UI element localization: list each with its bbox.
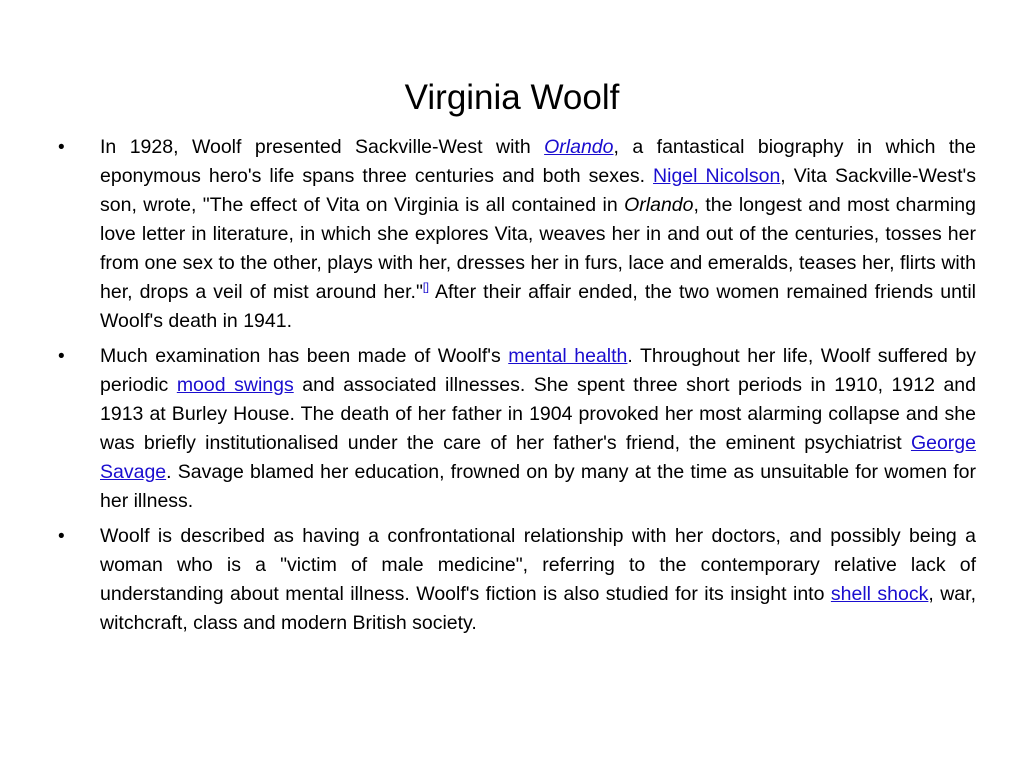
bullet-text: Woolf is described as having a confrontational relationship with her doctors, and possibly being a woman who is a "victim of male medicine", referring to the contemporary relative lack of understanding about mental illness. Woolf's fiction is also studied for its insight into: [100, 525, 976, 605]
slide-title: Virginia Woolf: [404, 78, 620, 117]
bullet-marker: •: [58, 526, 65, 547]
bullet-marker: •: [58, 137, 65, 158]
bullet-text: , Vita Sackville-West's son, wrote, "The effect of Vita on Virginia is all contained in: [100, 165, 977, 216]
italic-orlando: Orlando: [624, 194, 694, 216]
link-nigel-nicolson[interactable]: Nigel Nicolson: [653, 165, 781, 187]
link-shell-shock[interactable]: shell shock: [830, 583, 929, 605]
bullet-text: . Throughout her life, Woolf suffered by periodic: [100, 345, 976, 396]
bullet-text: , the longest and most charming love letter in literature, in which she explores Vita, weaves her in and out of the centuries, tosses her from one sex to the other, plays with her, dresses her in furs, lace and emeralds, teases her, flirts with her, drops a veil of mist around her.": [100, 194, 976, 303]
bullet-list: [58, 133, 977, 644]
bullet-text: In 1928, Woolf presented Sackville-West with: [100, 136, 545, 158]
link-george-savage[interactable]: George Savage: [100, 432, 976, 483]
bullet-text: , a fantastical biography in which the eponymous hero's life spans three centuries and both sexes.: [100, 136, 976, 187]
bullet-text: , war, witchcraft, class and modern British society.: [100, 583, 976, 634]
link-mood-swings[interactable]: mood swings: [176, 374, 294, 396]
link-mental-health[interactable]: mental health: [508, 345, 628, 367]
bullet-item-doctors: [58, 522, 976, 638]
bullet-text: After their affair ended, the two women remained friends until Woolf's death in 1941.: [100, 281, 976, 332]
bullet-text: . Savage blamed her education, frowned on by many at the time as unsuitable for women for her illness.: [100, 461, 976, 512]
bullet-item-orlando: [58, 133, 977, 336]
bullet-text: and associated illnesses. She spent three short periods in 1910, 1912 and 1913 at Burley House. The death of her father in 1904 provoked her most alarming collapse and she was briefly institutionalised under the care of her father's friend, the eminent psychiatrist: [100, 374, 976, 454]
bullet-item-mental-health: [58, 342, 976, 516]
bullet-marker: •: [58, 346, 65, 367]
bullet-text: Much examination has been made of Woolf's: [100, 345, 509, 367]
reference-link[interactable]: []: [422, 281, 429, 294]
link-orlando[interactable]: Orlando: [544, 136, 614, 158]
